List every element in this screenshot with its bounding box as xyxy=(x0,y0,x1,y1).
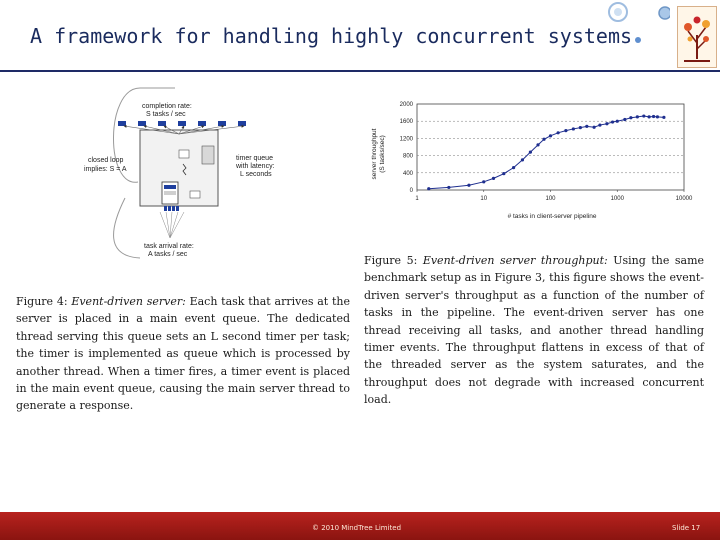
footer-copyright: © 2010 MindTree Limited xyxy=(312,524,402,532)
series-line xyxy=(429,116,664,189)
data-point xyxy=(447,186,450,189)
completion-rate-value: S tasks / sec xyxy=(146,111,186,118)
data-point xyxy=(427,187,430,190)
timer-thread xyxy=(179,150,189,158)
slide-title: A framework for handling highly concurrent systems xyxy=(30,24,633,48)
y-axis-label-line2: (S tasks/sec) xyxy=(379,135,386,173)
x-tick-label: 1000 xyxy=(610,196,624,202)
bubble-icon xyxy=(635,37,641,43)
figure4-caption-title: Event-driven server: xyxy=(71,295,186,308)
timer-queue-seconds: L seconds xyxy=(240,171,272,178)
y-axis-label-line1: server throughput xyxy=(371,128,378,180)
y-tick-label: 800 xyxy=(402,153,413,160)
x-tick-label: 10 xyxy=(480,196,488,202)
main-thread xyxy=(190,191,200,198)
completion-rate-label: completion rate: xyxy=(142,103,192,110)
data-point xyxy=(482,180,485,183)
data-point xyxy=(467,184,470,187)
x-axis-label: # tasks in client-server pipeline xyxy=(507,213,597,220)
arrival-rate-label: task arrival rate: xyxy=(144,243,194,250)
x-tick-label: 10000 xyxy=(675,196,693,202)
data-point xyxy=(502,172,505,175)
return-loop-arrow xyxy=(114,198,140,258)
data-point xyxy=(529,151,532,154)
tree-logo-icon xyxy=(678,7,716,67)
figure5-caption-label: Figure 5: xyxy=(364,254,418,267)
y-tick-label: 1200 xyxy=(399,136,413,143)
throughput-chart xyxy=(362,96,702,226)
timer-queue-label: timer queue xyxy=(236,155,273,162)
timer-queue xyxy=(202,146,214,164)
data-point xyxy=(585,125,588,128)
company-logo xyxy=(677,6,717,68)
data-point xyxy=(593,126,596,129)
data-point xyxy=(605,122,608,125)
title-divider xyxy=(0,70,720,72)
data-point xyxy=(536,143,539,146)
figure5-caption-body: Using the same benchmark setup as in Figure 3, this figure shows the event-driven server's throughput as a function of the number of tasks in the pipeline. The event-driven server has one thread receiving all tasks, and another thread handling timer events. The throughput flattens in excess of that of the threaded server as the system saturates, and the throughput does not degrade with increased concurrent load. xyxy=(364,254,705,407)
y-tick-label: 400 xyxy=(402,170,413,177)
data-point xyxy=(623,118,626,121)
data-point xyxy=(647,115,650,118)
data-point xyxy=(512,166,515,169)
data-point xyxy=(598,123,601,126)
decorative-bubbles xyxy=(590,0,670,60)
arriving-task-markers xyxy=(164,206,179,211)
event-driven-server-diagram xyxy=(80,78,320,268)
data-point xyxy=(629,116,632,119)
data-point xyxy=(656,115,659,118)
slide-number: Slide 17 xyxy=(672,524,701,532)
closed-loop-equation: implies: S = A xyxy=(84,166,127,173)
data-point xyxy=(611,120,614,123)
data-point xyxy=(521,158,524,161)
data-point xyxy=(616,120,619,123)
closed-loop-label: closed loop xyxy=(88,157,124,164)
data-point xyxy=(549,134,552,137)
completed-task-markers xyxy=(118,121,246,126)
y-tick-label: 1600 xyxy=(399,119,413,126)
data-point xyxy=(642,114,645,117)
figure5-caption xyxy=(364,252,704,409)
data-point xyxy=(662,116,665,119)
bubble-icon xyxy=(659,7,670,19)
bubble-icon xyxy=(614,8,622,16)
data-point xyxy=(557,131,560,134)
timer-queue-latency: with latency: xyxy=(236,163,275,170)
data-point xyxy=(564,129,567,132)
data-point xyxy=(572,127,575,130)
data-point xyxy=(652,115,655,118)
data-point xyxy=(542,138,545,141)
figure5-caption-title: Event-driven server throughput: xyxy=(422,254,608,267)
figure4-caption xyxy=(16,293,350,415)
data-point xyxy=(636,115,639,118)
y-tick-label: 0 xyxy=(409,188,413,194)
x-tick-label: 1 xyxy=(415,196,419,202)
figure4-caption-label: Figure 4: xyxy=(16,295,68,308)
server-box xyxy=(140,130,218,206)
data-point xyxy=(579,126,582,129)
x-tick-label: 100 xyxy=(545,196,556,202)
data-point xyxy=(492,177,495,180)
y-tick-label: 2000 xyxy=(399,102,413,108)
arrival-rate-value: A tasks / sec xyxy=(148,251,188,258)
figure4-caption-body: Each task that arrives at the server is placed in a main event queue. The dedicated thread serving this queue sets an L second timer per task; the timer is implemented as queue which is processed by another thread. When a timer fires, a timer event is placed in the main event queue, causing the main server thread to generate a response. xyxy=(16,295,351,413)
